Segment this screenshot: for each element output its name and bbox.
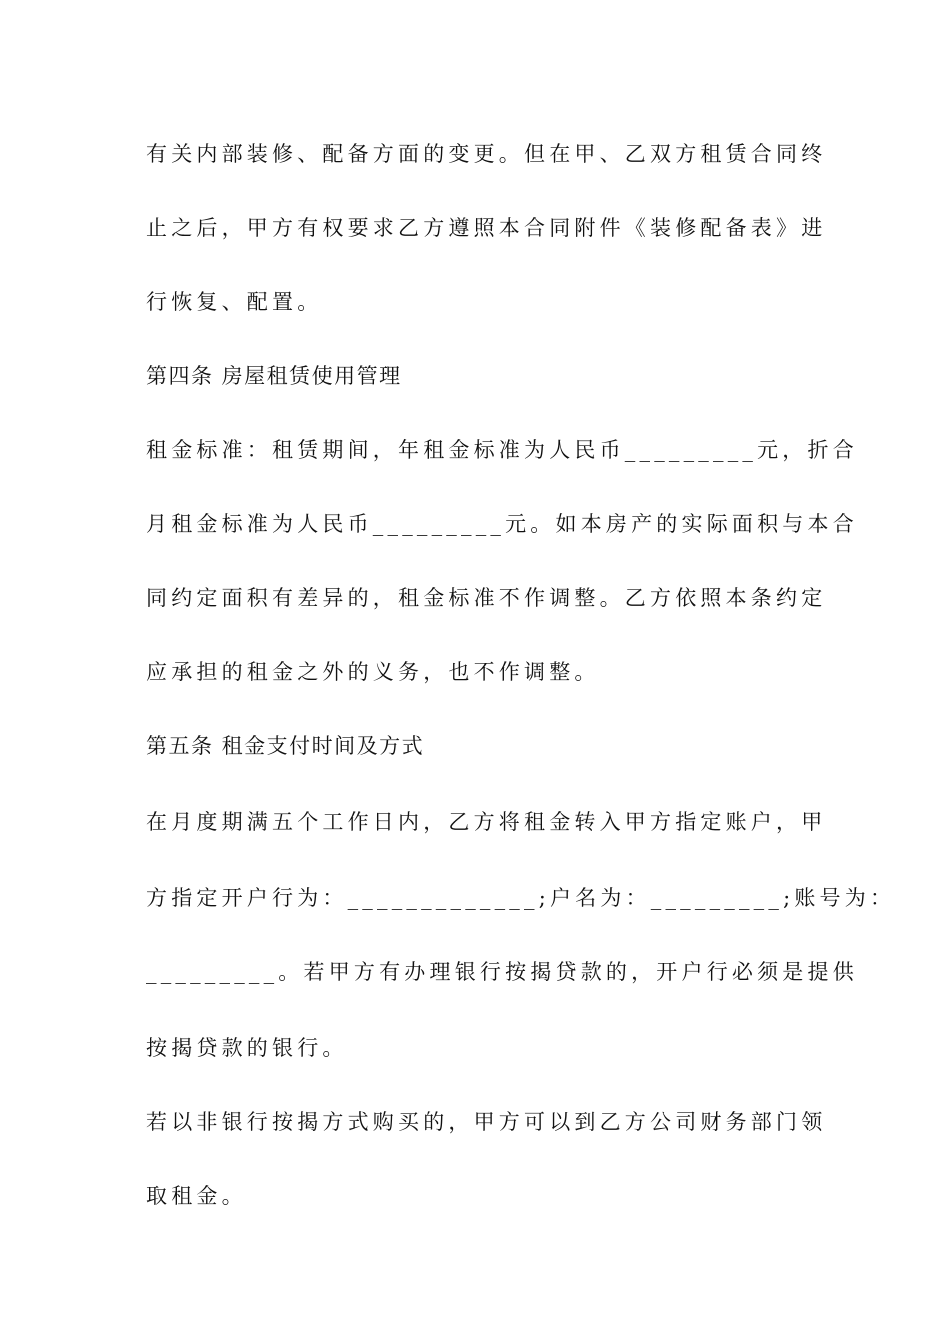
paragraph-line: 应承担的租金之外的义务，也不作调整。 (146, 660, 600, 684)
paragraph-line: 行恢复、配置。 (146, 290, 323, 314)
article-4-heading: 第四条 房屋租赁使用管理 (146, 364, 402, 388)
paragraph-line: 方指定开户行为：_____________;户名为：_________;账号为： (146, 886, 896, 910)
paragraph-line: 取租金。 (146, 1184, 247, 1208)
paragraph-line: 月租金标准为人民币_________元。如本房产的实际面积与本合 (146, 512, 858, 536)
paragraph-line: 在月度期满五个工作日内，乙方将租金转入甲方指定账户，甲 (146, 810, 827, 834)
paragraph-line: 按揭贷款的银行。 (146, 1036, 348, 1060)
paragraph-line: 若以非银行按揭方式购买的，甲方可以到乙方公司财务部门领 (146, 1110, 827, 1134)
paragraph-line: 租金标准：租赁期间，年租金标准为人民币_________元，折合 (146, 438, 858, 462)
article-5-heading: 第五条 租金支付时间及方式 (146, 734, 425, 758)
paragraph-line: _________。若甲方有办理银行按揭贷款的，开户行必须是提供 (146, 960, 858, 984)
paragraph-line: 有关内部装修、配备方面的变更。但在甲、乙双方租赁合同终 (146, 142, 827, 166)
paragraph-line: 同约定面积有差异的，租金标准不作调整。乙方依照本条约定 (146, 586, 827, 610)
paragraph-line: 止之后，甲方有权要求乙方遵照本合同附件《装修配备表》进 (146, 216, 827, 240)
